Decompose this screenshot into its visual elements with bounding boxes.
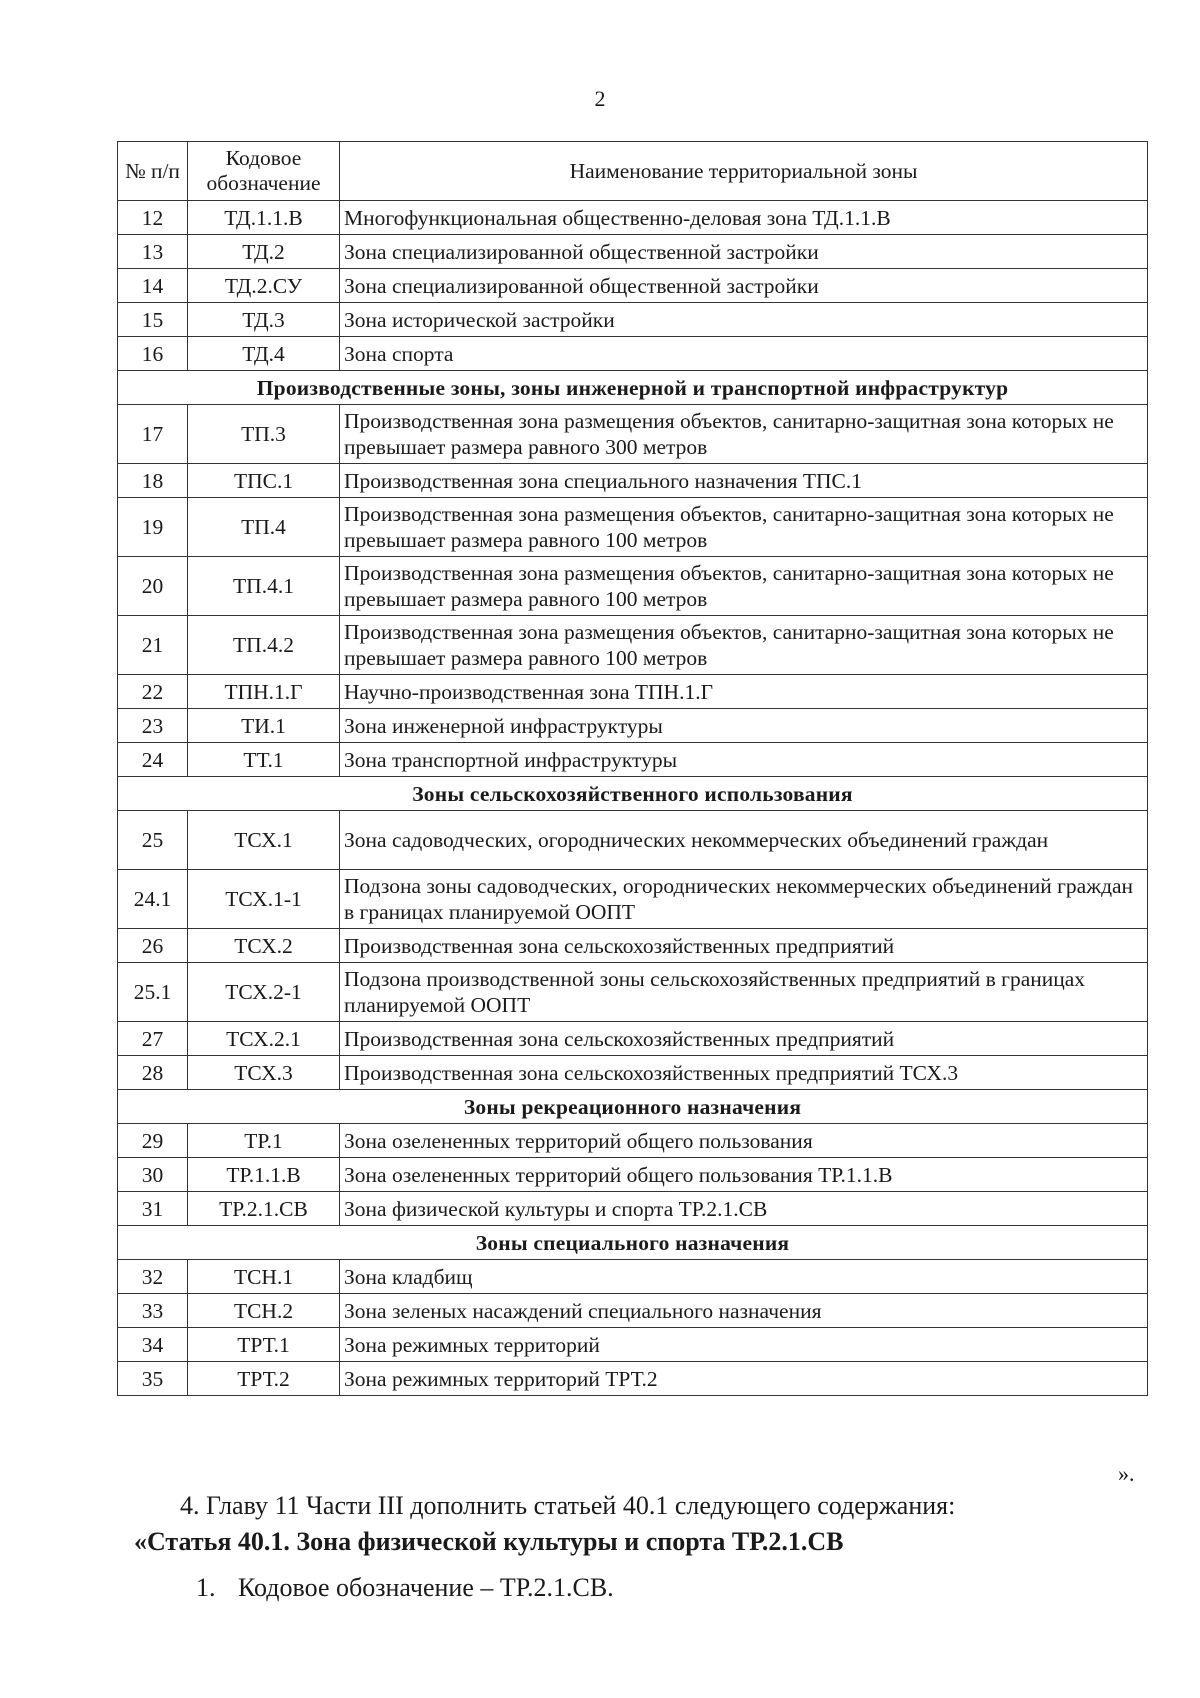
cell-code: ТД.3 [188, 303, 340, 337]
section-row [118, 1090, 1148, 1124]
table-row [118, 235, 1148, 269]
list-item [196, 1573, 614, 1603]
cell-name: Производственная зона сельскохозяйственных предприятий [340, 929, 1148, 963]
list-item-index: 1. [196, 1573, 216, 1602]
table-row [118, 1294, 1148, 1328]
table-row [118, 557, 1148, 616]
cell-num: 16 [118, 337, 188, 371]
cell-num: 24 [118, 743, 188, 777]
cell-name: Производственная зона размещения объектов, санитарно-защитная зона которых не превышает размера равного 100 метров [340, 498, 1148, 557]
cell-code: ТР.2.1.СВ [188, 1192, 340, 1226]
cell-num: 28 [118, 1056, 188, 1090]
cell-num: 23 [118, 709, 188, 743]
section-title: Зоны сельскохозяйственного использования [118, 777, 1148, 811]
cell-code: ТРТ.2 [188, 1362, 340, 1396]
cell-name: Зона садоводческих, огороднических некоммерческих объединений граждан [340, 811, 1148, 870]
amendment-paragraph: 4. Главу 11 Части III дополнить статьей 40.1 следующего содержания: [180, 1491, 956, 1520]
table-row [118, 709, 1148, 743]
cell-name: Зона озелененных территорий общего пользования ТР.1.1.В [340, 1158, 1148, 1192]
table-row [118, 870, 1148, 929]
cell-num: 31 [118, 1192, 188, 1226]
cell-code: ТРТ.1 [188, 1328, 340, 1362]
table-row [118, 616, 1148, 675]
cell-code: ТСХ.2 [188, 929, 340, 963]
cell-num: 34 [118, 1328, 188, 1362]
closing-quote: ». [1118, 1461, 1135, 1486]
cell-code: ТР.1 [188, 1124, 340, 1158]
cell-name: Зона кладбищ [340, 1260, 1148, 1294]
header-num: № п/п [118, 142, 188, 201]
cell-num: 19 [118, 498, 188, 557]
cell-num: 24.1 [118, 870, 188, 929]
table-row [118, 675, 1148, 709]
cell-code: ТП.4.2 [188, 616, 340, 675]
cell-code: ТСХ.1 [188, 811, 340, 870]
cell-name: Зона специализированной общественной застройки [340, 235, 1148, 269]
cell-name: Производственная зона сельскохозяйственных предприятий ТСХ.3 [340, 1056, 1148, 1090]
cell-code: ТД.1.1.В [188, 201, 340, 235]
cell-code: ТСХ.3 [188, 1056, 340, 1090]
cell-num: 26 [118, 929, 188, 963]
table-row [118, 498, 1148, 557]
cell-num: 25.1 [118, 963, 188, 1022]
table-row [118, 201, 1148, 235]
cell-num: 32 [118, 1260, 188, 1294]
section-title: Зоны рекреационного назначения [118, 1090, 1148, 1124]
header-code: Кодовое обозначение [188, 142, 340, 201]
table-row [118, 1362, 1148, 1396]
section-title: Зоны специального назначения [118, 1226, 1148, 1260]
cell-name: Зона зеленых насаждений специального назначения [340, 1294, 1148, 1328]
cell-num: 22 [118, 675, 188, 709]
cell-name: Зона инженерной инфраструктуры [340, 709, 1148, 743]
table-row [118, 811, 1148, 870]
table-row [118, 1158, 1148, 1192]
cell-code: ТД.2.СУ [188, 269, 340, 303]
table-row [118, 464, 1148, 498]
list-item-text: Кодовое обозначение – ТР.2.1.СВ. [238, 1573, 614, 1602]
table-row [118, 1124, 1148, 1158]
cell-name: Производственная зона размещения объектов, санитарно-защитная зона которых не превышает размера равного 100 метров [340, 557, 1148, 616]
table-body [118, 201, 1148, 1396]
cell-num: 29 [118, 1124, 188, 1158]
cell-name: Зона исторической застройки [340, 303, 1148, 337]
cell-name: Многофункциональная общественно-деловая зона ТД.1.1.В [340, 201, 1148, 235]
table-row [118, 405, 1148, 464]
cell-name: Производственная зона размещения объектов, санитарно-защитная зона которых не превышает размера равного 100 метров [340, 616, 1148, 675]
cell-num: 13 [118, 235, 188, 269]
cell-code: ТСХ.2.1 [188, 1022, 340, 1056]
section-row [118, 371, 1148, 405]
cell-num: 35 [118, 1362, 188, 1396]
cell-num: 17 [118, 405, 188, 464]
cell-name: Подзона зоны садоводческих, огороднических некоммерческих объединений граждан в границах планируемой ООПТ [340, 870, 1148, 929]
table-row [118, 1328, 1148, 1362]
cell-num: 15 [118, 303, 188, 337]
cell-name: Зона спорта [340, 337, 1148, 371]
cell-num: 25 [118, 811, 188, 870]
header-name: Наименование территориальной зоны [340, 142, 1148, 201]
territorial-zones-table [117, 141, 1148, 1396]
table-row [118, 337, 1148, 371]
cell-num: 18 [118, 464, 188, 498]
table-row [118, 743, 1148, 777]
cell-code: ТСН.2 [188, 1294, 340, 1328]
cell-name: Производственная зона специального назначения ТПС.1 [340, 464, 1148, 498]
cell-name: Зона режимных территорий ТРТ.2 [340, 1362, 1148, 1396]
cell-code: ТСН.1 [188, 1260, 340, 1294]
table-header-row [118, 142, 1148, 201]
cell-name: Научно-производственная зона ТПН.1.Г [340, 675, 1148, 709]
cell-num: 12 [118, 201, 188, 235]
cell-code: ТСХ.2-1 [188, 963, 340, 1022]
cell-num: 30 [118, 1158, 188, 1192]
cell-num: 27 [118, 1022, 188, 1056]
cell-name: Зона режимных территорий [340, 1328, 1148, 1362]
article-heading: «Статья 40.1. Зона физической культуры и спорта ТР.2.1.СВ [134, 1527, 844, 1556]
table-row [118, 303, 1148, 337]
table-row [118, 929, 1148, 963]
section-row [118, 1226, 1148, 1260]
cell-code: ТПС.1 [188, 464, 340, 498]
cell-code: ТП.4 [188, 498, 340, 557]
cell-name: Зона физической культуры и спорта ТР.2.1.СВ [340, 1192, 1148, 1226]
section-title: Производственные зоны, зоны инженерной и транспортной инфраструктур [118, 371, 1148, 405]
table-row [118, 1022, 1148, 1056]
table-row [118, 963, 1148, 1022]
cell-num: 33 [118, 1294, 188, 1328]
cell-name: Зона транспортной инфраструктуры [340, 743, 1148, 777]
cell-name: Производственная зона размещения объектов, санитарно-защитная зона которых не превышает размера равного 300 метров [340, 405, 1148, 464]
cell-num: 21 [118, 616, 188, 675]
cell-code: ТР.1.1.В [188, 1158, 340, 1192]
cell-code: ТД.4 [188, 337, 340, 371]
table-row [118, 269, 1148, 303]
cell-name: Производственная зона сельскохозяйственных предприятий [340, 1022, 1148, 1056]
table-row [118, 1192, 1148, 1226]
cell-code: ТД.2 [188, 235, 340, 269]
cell-num: 20 [118, 557, 188, 616]
cell-name: Подзона производственной зоны сельскохозяйственных предприятий в границах планируемой ООПТ [340, 963, 1148, 1022]
cell-name: Зона озелененных территорий общего пользования [340, 1124, 1148, 1158]
cell-code: ТПН.1.Г [188, 675, 340, 709]
section-row [118, 777, 1148, 811]
cell-code: ТСХ.1-1 [188, 870, 340, 929]
cell-num: 14 [118, 269, 188, 303]
page-number: 2 [594, 86, 606, 111]
table-row [118, 1056, 1148, 1090]
cell-code: ТП.3 [188, 405, 340, 464]
cell-code: ТП.4.1 [188, 557, 340, 616]
cell-code: ТТ.1 [188, 743, 340, 777]
cell-name: Зона специализированной общественной застройки [340, 269, 1148, 303]
table-row [118, 1260, 1148, 1294]
cell-code: ТИ.1 [188, 709, 340, 743]
